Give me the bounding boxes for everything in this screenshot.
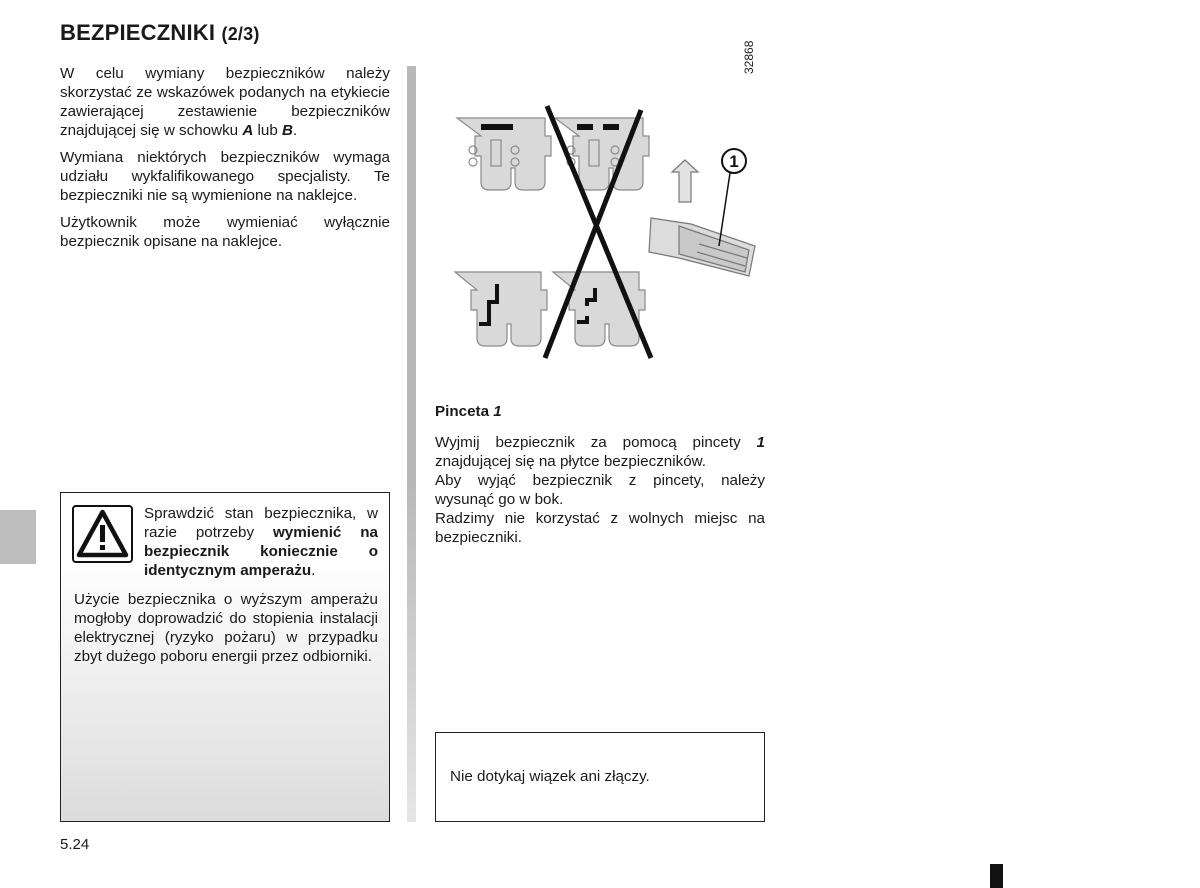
right-column [435, 402, 765, 547]
paragraph-advice: Radzimy nie korzystać z wolnych miejsc na bezpieczniki. [435, 510, 765, 546]
warning-heading [144, 504, 378, 580]
callout-number: 1 [729, 152, 739, 171]
warning-emphasis: wymienić na bezpiecznik koniecznie o identycznym amperażu [144, 524, 378, 579]
note-text: Nie dotykaj wiązek ani złączy. [450, 768, 650, 785]
paragraph-slide: Aby wyjąć bezpiecznik z pincety, należy wysunąć go w bok. [435, 472, 765, 508]
paragraph-user: Użytkownik może wymieniać wyłącznie bezpiecznik opisane na naklejce. [60, 214, 390, 250]
paragraph-text: lub [253, 122, 283, 139]
warning-box [60, 492, 390, 822]
warning-body: Użycie bezpiecznika o wyższym amperażu mogłoby doprowadzić do stopienia instalacji elektrycznej (ryzyko pożaru) w przypadku zbyt dużego poboru energii przez odbiorniki. [74, 591, 378, 665]
section-heading [435, 402, 765, 421]
paragraph-text: Wyjmij bezpiecznik za pomocą pincety [435, 434, 757, 451]
warning-text: Sprawdzić stan bezpiecznika, w razie potrzeby [144, 505, 378, 541]
paragraph-fuse-label [60, 64, 390, 140]
heading-number: 1 [493, 403, 502, 420]
left-column [60, 64, 390, 259]
compartment-a-label: A [242, 122, 254, 139]
edge-mark [990, 864, 1003, 888]
figure-code: 32868 [742, 40, 756, 74]
page-title [60, 20, 260, 46]
paragraph-text: znajdującej się na płytce bezpieczników. [435, 453, 707, 470]
compartment-b-label: B [282, 122, 293, 139]
paragraph-text: W celu wymiany bezpieczników należy skorzystać ze wskazówek podanych na etykiecie zawierającej zestawienie bezpieczników znajdującej się w schowku [60, 65, 390, 139]
page-title-suffix: (2/3) [221, 24, 260, 44]
chapter-tab [0, 510, 36, 564]
warning-icon [72, 505, 133, 563]
fuse-figure [435, 66, 765, 366]
heading-text: Pinceta [435, 403, 490, 420]
warning-text: . [311, 562, 316, 579]
reference-number: 1 [756, 434, 765, 451]
note-box [435, 732, 765, 822]
paragraph-text: . [293, 122, 298, 139]
paragraph-remove [435, 433, 765, 471]
page-number: 5.24 [60, 836, 90, 853]
paragraph-specialist: Wymiana niektórych bezpieczników wymaga udziału wykfalifikowanego specjalisty. Te bezpieczniki nie są wymienione na naklejce. [60, 149, 390, 204]
page-title-text: BEZPIECZNIKI [60, 20, 216, 45]
fuse-tweezers-illustration [435, 66, 765, 366]
column-divider [407, 66, 416, 822]
